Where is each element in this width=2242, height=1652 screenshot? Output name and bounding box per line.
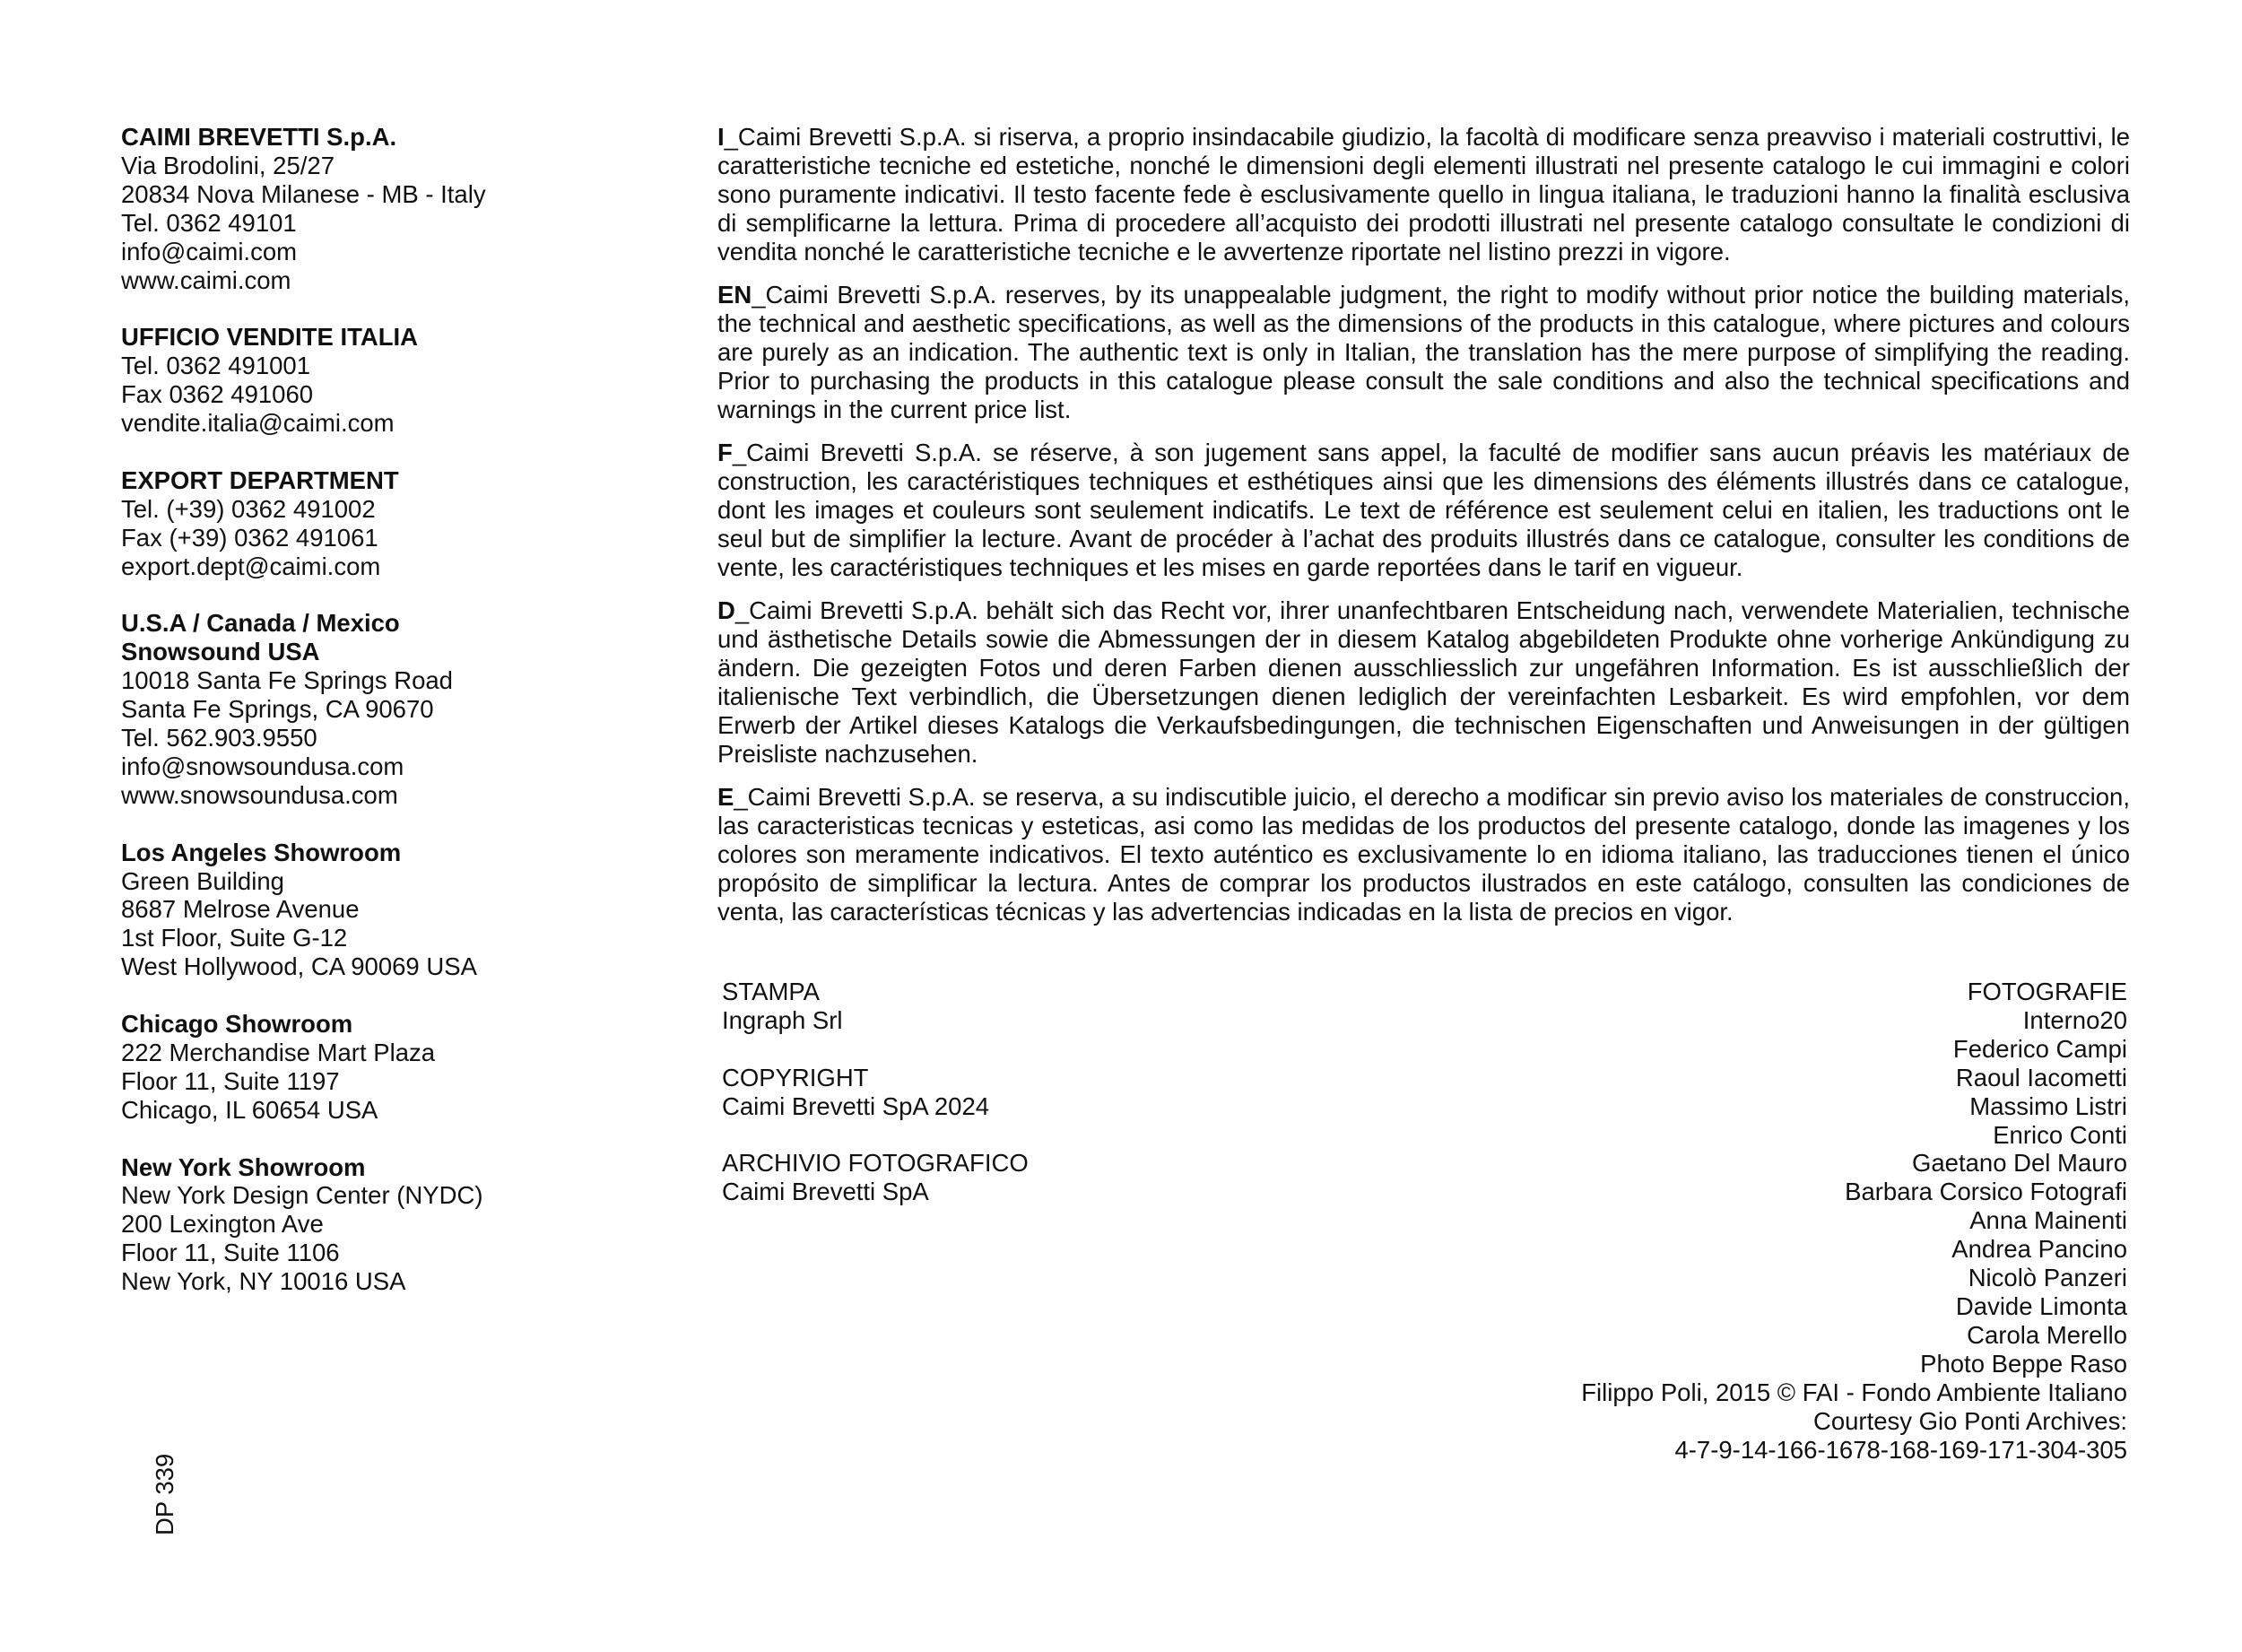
- photographer-name: Massimo Listri: [1969, 1091, 2127, 1120]
- contact-usa: [121, 609, 677, 809]
- document-code: DP 339: [151, 1453, 178, 1535]
- contact-website[interactable]: www.snowsoundusa.com: [121, 780, 398, 809]
- fotografie-label: FOTOGRAFIE: [1967, 978, 2127, 1005]
- legal-text: _Caimi Brevetti S.p.A. se réserve, à son jugement sans appel, la faculté de modifier sans aucun préavis les matériaux de construction, les caractéristiques techniques et esthétiques ainsi que les dimensions des éléments illustrés dans ce catalogue, dont les images et couleurs sont seulement indicatifs. Le text de référence est seulement celui en italien, les traductions ont le seul but de simplifier la lecture. Avant de procéder à l’achat des produits illustrés dans ce catalogue, consulter les conditions de vente, les caractéristiques techniques et les mises en garde reportées dans le tarif en vigueur.: [717, 439, 2130, 581]
- legal-paragraph-it: [717, 123, 2130, 266]
- contact-line: Tel. 0362 491001: [121, 352, 311, 380]
- contact-title: Los Angeles Showroom: [121, 838, 402, 866]
- credit-label: STAMPA: [722, 978, 820, 1005]
- credit-value: Caimi Brevetti SpA 2024: [722, 1091, 990, 1120]
- contact-email[interactable]: info@caimi.com: [121, 237, 298, 265]
- photographer-name: 4-7-9-14-166-1678-168-169-171-304-305: [1674, 1435, 2127, 1464]
- language-code: F: [717, 439, 733, 467]
- contact-title: U.S.A / Canada / Mexico: [121, 609, 400, 638]
- photographer-name: Enrico Conti: [1993, 1120, 2127, 1149]
- contact-line: Floor 11, Suite 1197: [121, 1066, 340, 1095]
- contact-email[interactable]: export.dept@caimi.com: [121, 552, 381, 580]
- contact-line: New York Design Center (NYDC): [121, 1181, 483, 1210]
- contact-line: Santa Fe Springs, CA 90670: [121, 695, 434, 724]
- contact-line: Floor 11, Suite 1106: [121, 1239, 340, 1267]
- contact-email[interactable]: info@snowsoundusa.com: [121, 752, 404, 780]
- photographer-name: Federico Campi: [1952, 1034, 2127, 1063]
- photographer-name: Nicolò Panzeri: [1968, 1264, 2127, 1292]
- contact-line: Chicago, IL 60654 USA: [121, 1095, 378, 1124]
- contact-line: Tel. 562.903.9550: [121, 723, 317, 752]
- legal-text: _Caimi Brevetti S.p.A. reserves, by its unappealable judgment, the right to modify without prior notice the building materials, the technical and aesthetic specifications, as well as the dimensions of the products in this catalogue, where pictures and colours are purely as an indication. The authentic text is only in Italian, the translation has the mere purpose of simplifying the reading. Prior to purchasing the products in this catalogue please consult the sale conditions and also the technical specifications and warnings in the current price list.: [717, 281, 2130, 423]
- contact-line: 222 Merchandise Mart Plaza: [121, 1038, 436, 1066]
- contact-ufficio-vendite: [121, 323, 677, 438]
- contact-line: Green Building: [121, 866, 284, 895]
- credit-value: Caimi Brevetti SpA: [722, 1178, 929, 1206]
- photographer-name: Interno20: [2022, 1005, 2127, 1034]
- contact-line: 1st Floor, Suite G-12: [121, 924, 348, 952]
- photographer-name: Andrea Pancino: [1951, 1235, 2127, 1264]
- contact-export: [121, 466, 677, 581]
- contact-chicago: [121, 1010, 677, 1125]
- legal-disclaimers: [717, 123, 2130, 941]
- contacts-column: [121, 123, 677, 1325]
- contact-los-angeles: [121, 839, 677, 982]
- legal-paragraph-es: [717, 783, 2130, 926]
- contact-line: West Hollywood, CA 90069 USA: [121, 952, 477, 981]
- language-code: I: [717, 123, 725, 151]
- photographer-name: Raoul Iacometti: [1955, 1063, 2127, 1091]
- contact-website[interactable]: www.caimi.com: [121, 265, 291, 294]
- contact-line: 10018 Santa Fe Springs Road: [121, 666, 453, 695]
- photographer-name: Davide Limonta: [1955, 1291, 2127, 1320]
- contact-line: 8687 Melrose Avenue: [121, 895, 360, 924]
- contact-line: Fax 0362 491060: [121, 380, 314, 409]
- language-code: EN: [717, 281, 752, 309]
- contact-title: EXPORT DEPARTMENT: [121, 465, 399, 494]
- legal-text: _Caimi Brevetti S.p.A. si riserva, a proprio insindacabile giudizio, la facoltà di modificare senza preavviso i materiali costruttivi, le caratteristiche tecniche ed estetiche, nonché le dimensioni degli elementi illustrati nel presente catalogo le cui immagini e colori sono puramente indicativi. Il testo facente fede è esclusivamente quello in lingua italiana, le traduzioni hanno la finalità esclusiva di semplificarne la lettura. Prima di procedere all’acquisto dei prodotti illustrati nel presente catalogo consultate le condizioni di vendita nonché le caratteristiche tecniche e le avvertenze riportate nel listino prezzi in vigore.: [717, 123, 2130, 265]
- photographer-name: Gaetano Del Mauro: [1912, 1149, 2127, 1178]
- contact-line: Fax (+39) 0362 491061: [121, 523, 378, 552]
- photographer-name: Carola Merello: [1967, 1320, 2127, 1349]
- contact-title: CAIMI BREVETTI S.p.A.: [121, 123, 397, 151]
- legal-text: _Caimi Brevetti S.p.A. behält sich das Recht vor, ihrer unanfechtbaren Entscheidung nach, verwendete Materialien, technische und ästhetische Details sowie die Abmessungen der in diesem Katalog abgebildeten Produkte ohne vorherige Ankündigung zu ändern. Die gezeigten Fotos und deren Farben dienen ausschliesslich zur ungefähren Information. Es ist ausschließlich der italienische Text verbindlich, die Übersetzungen dienen lediglich der vereinfachten Lesbarkeit. Es wird empfohlen, vor dem Erwerb der Artikel dieses Katalogs die Verkaufsbedingungen, die technischen Eigenschaften und Anweisungen in der gültigen Preisliste nachzusehen.: [717, 596, 2130, 768]
- contact-title: UFFICIO VENDITE ITALIA: [121, 323, 419, 352]
- credit-label: COPYRIGHT: [722, 1063, 869, 1091]
- legal-paragraph-en: [717, 281, 2130, 424]
- language-code: E: [717, 783, 734, 812]
- photographer-name: Anna Mainenti: [1969, 1206, 2127, 1235]
- photographer-name: Photo Beppe Raso: [1920, 1349, 2127, 1378]
- contact-title: New York Showroom: [121, 1152, 366, 1181]
- contact-line: 200 Lexington Ave: [121, 1210, 324, 1239]
- language-code: D: [717, 596, 735, 625]
- contact-caimi: [121, 123, 677, 294]
- credit-label: ARCHIVIO FOTOGRAFICO: [722, 1149, 1029, 1178]
- contact-line: Tel. (+39) 0362 491002: [121, 494, 376, 523]
- photographer-name: Courtesy Gio Ponti Archives:: [1812, 1406, 2127, 1435]
- legal-text: _Caimi Brevetti S.p.A. se reserva, a su indiscutible juicio, el derecho a modificar sin previo aviso los materiales de construccion, las caracteristicas tecnicas y esteticas, asi como las medidas de los productos del presente catalogo, donde las imagenes y los colores son meramente indicativos. El texto auténtico es exclusivamente lo en idioma italiano, las traducciones tienen el único propósito de simplificar la lectura. Antes de comprar los productos ilustrados en este catálogo, consulten las condiciones de venta, las características técnicas y las advertencias indicadas en la lista de precios en vigor.: [717, 783, 2130, 926]
- contact-line: Tel. 0362 49101: [121, 208, 297, 237]
- legal-paragraph-de: [717, 596, 2130, 768]
- contact-title: Chicago Showroom: [121, 1010, 353, 1039]
- contact-new-york: [121, 1153, 677, 1297]
- photographer-name: Barbara Corsico Fotografi: [1845, 1178, 2127, 1206]
- credits-fotografie: [1141, 978, 2127, 1464]
- contact-email[interactable]: vendite.italia@caimi.com: [121, 409, 395, 438]
- contact-line: New York, NY 10016 USA: [121, 1267, 406, 1296]
- photographer-name: Filippo Poli, 2015 © FAI - Fondo Ambiente Italiano: [1581, 1378, 2127, 1406]
- credit-value: Ingraph Srl: [722, 1005, 843, 1034]
- legal-paragraph-fr: [717, 439, 2130, 582]
- contact-subtitle: Snowsound USA: [121, 638, 320, 666]
- contact-line: 20834 Nova Milanese - MB - Italy: [121, 179, 486, 208]
- contact-line: Via Brodolini, 25/27: [121, 151, 335, 179]
